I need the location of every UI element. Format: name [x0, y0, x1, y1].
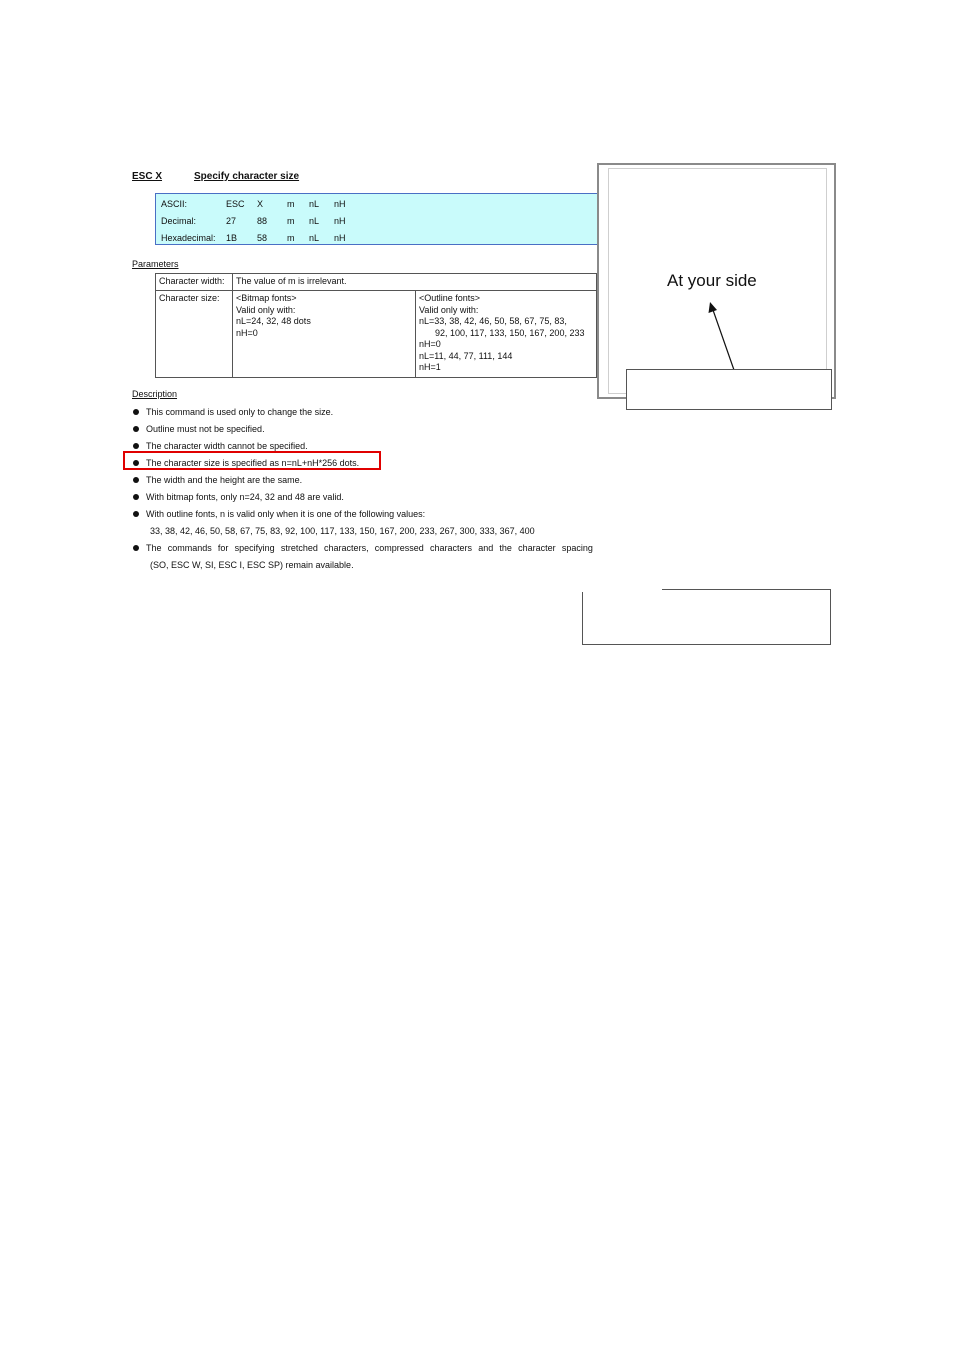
description-item-last	[132, 540, 602, 557]
valid-values-line: 33, 38, 42, 46, 50, 58, 67, 75, 83, 92, 100, 117, 133, 150, 167, 200, 233, 267, 300, 333, 367, 400	[150, 526, 535, 536]
outline-line: nH=1	[419, 362, 441, 372]
command-code-box	[155, 193, 598, 245]
code-value: 88	[257, 216, 268, 226]
justified-word: stretched	[280, 543, 318, 553]
width-value: The value of m is irrelevant.	[233, 274, 597, 291]
description-item: With outline fonts, n is valid only when it is one of the following values:	[132, 506, 602, 523]
outline-line: nH=0	[419, 339, 441, 349]
command-code: ESC X	[132, 171, 163, 182]
outline-line: Valid only with:	[419, 304, 479, 315]
arrow-icon	[700, 300, 740, 372]
code-value: ESC	[226, 199, 245, 209]
code-value: m	[287, 199, 295, 209]
justified-word: for	[217, 543, 229, 553]
code-label: ASCII:	[161, 199, 188, 209]
width-label: Character width:	[156, 274, 233, 291]
description-list	[132, 404, 602, 574]
outline-line: nL=33, 38, 42, 46, 50, 58, 67, 75, 83,	[419, 316, 567, 326]
bitmap-line: nH=0	[236, 327, 258, 338]
code-value: m	[287, 216, 295, 226]
justified-word: compressed	[374, 543, 424, 553]
code-value: 1B	[226, 233, 238, 243]
description-item: This command is used only to change the size.	[132, 404, 602, 421]
highlight-box	[123, 451, 381, 470]
parameters-heading: Parameters	[132, 259, 179, 269]
code-value: nL	[309, 233, 320, 243]
outline-line: 92, 100, 117, 133, 150, 167, 200, 233	[435, 327, 585, 338]
bitmap-fonts-cell	[233, 291, 416, 378]
callout-box	[626, 369, 832, 410]
outline-line: <Outline fonts>	[419, 293, 481, 303]
callout-box-lower	[582, 589, 831, 645]
justified-word: characters,	[324, 543, 369, 553]
justified-word: specifying	[234, 543, 275, 553]
code-value: nH	[334, 199, 346, 209]
command-name: Specify character size	[194, 171, 300, 182]
code-label: Decimal:	[161, 216, 197, 226]
justified-word: character	[518, 543, 556, 553]
justified-word: The	[146, 543, 162, 553]
code-value: nL	[309, 199, 320, 209]
justified-word: characters	[429, 543, 473, 553]
code-value: nH	[334, 216, 346, 226]
code-value: nL	[309, 216, 320, 226]
bitmap-line: <Bitmap fonts>	[236, 293, 297, 303]
justified-word: and	[478, 543, 494, 553]
size-label: Character size:	[156, 291, 233, 378]
code-label: Hexadecimal:	[161, 233, 216, 243]
outline-fonts-cell	[416, 291, 597, 378]
justified-word: the	[499, 543, 512, 553]
callout-notch	[582, 589, 662, 592]
justified-word: spacing	[561, 543, 593, 553]
description-continuation: (SO, ESC W, SI, ESC I, ESC SP) remain available.	[150, 560, 354, 570]
description-item: With bitmap fonts, only n=24, 32 and 48 are valid.	[132, 489, 602, 506]
justified-line	[146, 540, 593, 557]
code-value: 58	[257, 233, 268, 243]
code-value: m	[287, 233, 295, 243]
command-heading	[132, 171, 299, 182]
description-item: Outline must not be specified.	[132, 421, 602, 438]
outline-line: nL=11, 44, 77, 111, 144	[419, 350, 513, 361]
code-value: X	[257, 199, 264, 209]
code-value: nH	[334, 233, 346, 243]
justified-word: commands	[167, 543, 212, 553]
description-item: The character size is specified as n=nL+nH*256 dots.	[132, 455, 602, 472]
description-heading: Description	[132, 389, 178, 399]
preview-text: At your side	[667, 271, 757, 290]
description-item: The character width cannot be specified.	[132, 438, 602, 455]
description-item: The width and the height are the same.	[132, 472, 602, 489]
bitmap-line: nL=24, 32, 48 dots	[236, 316, 311, 326]
code-value: 27	[226, 216, 237, 226]
bitmap-line: Valid only with:	[236, 304, 296, 315]
parameters-table	[155, 273, 597, 378]
